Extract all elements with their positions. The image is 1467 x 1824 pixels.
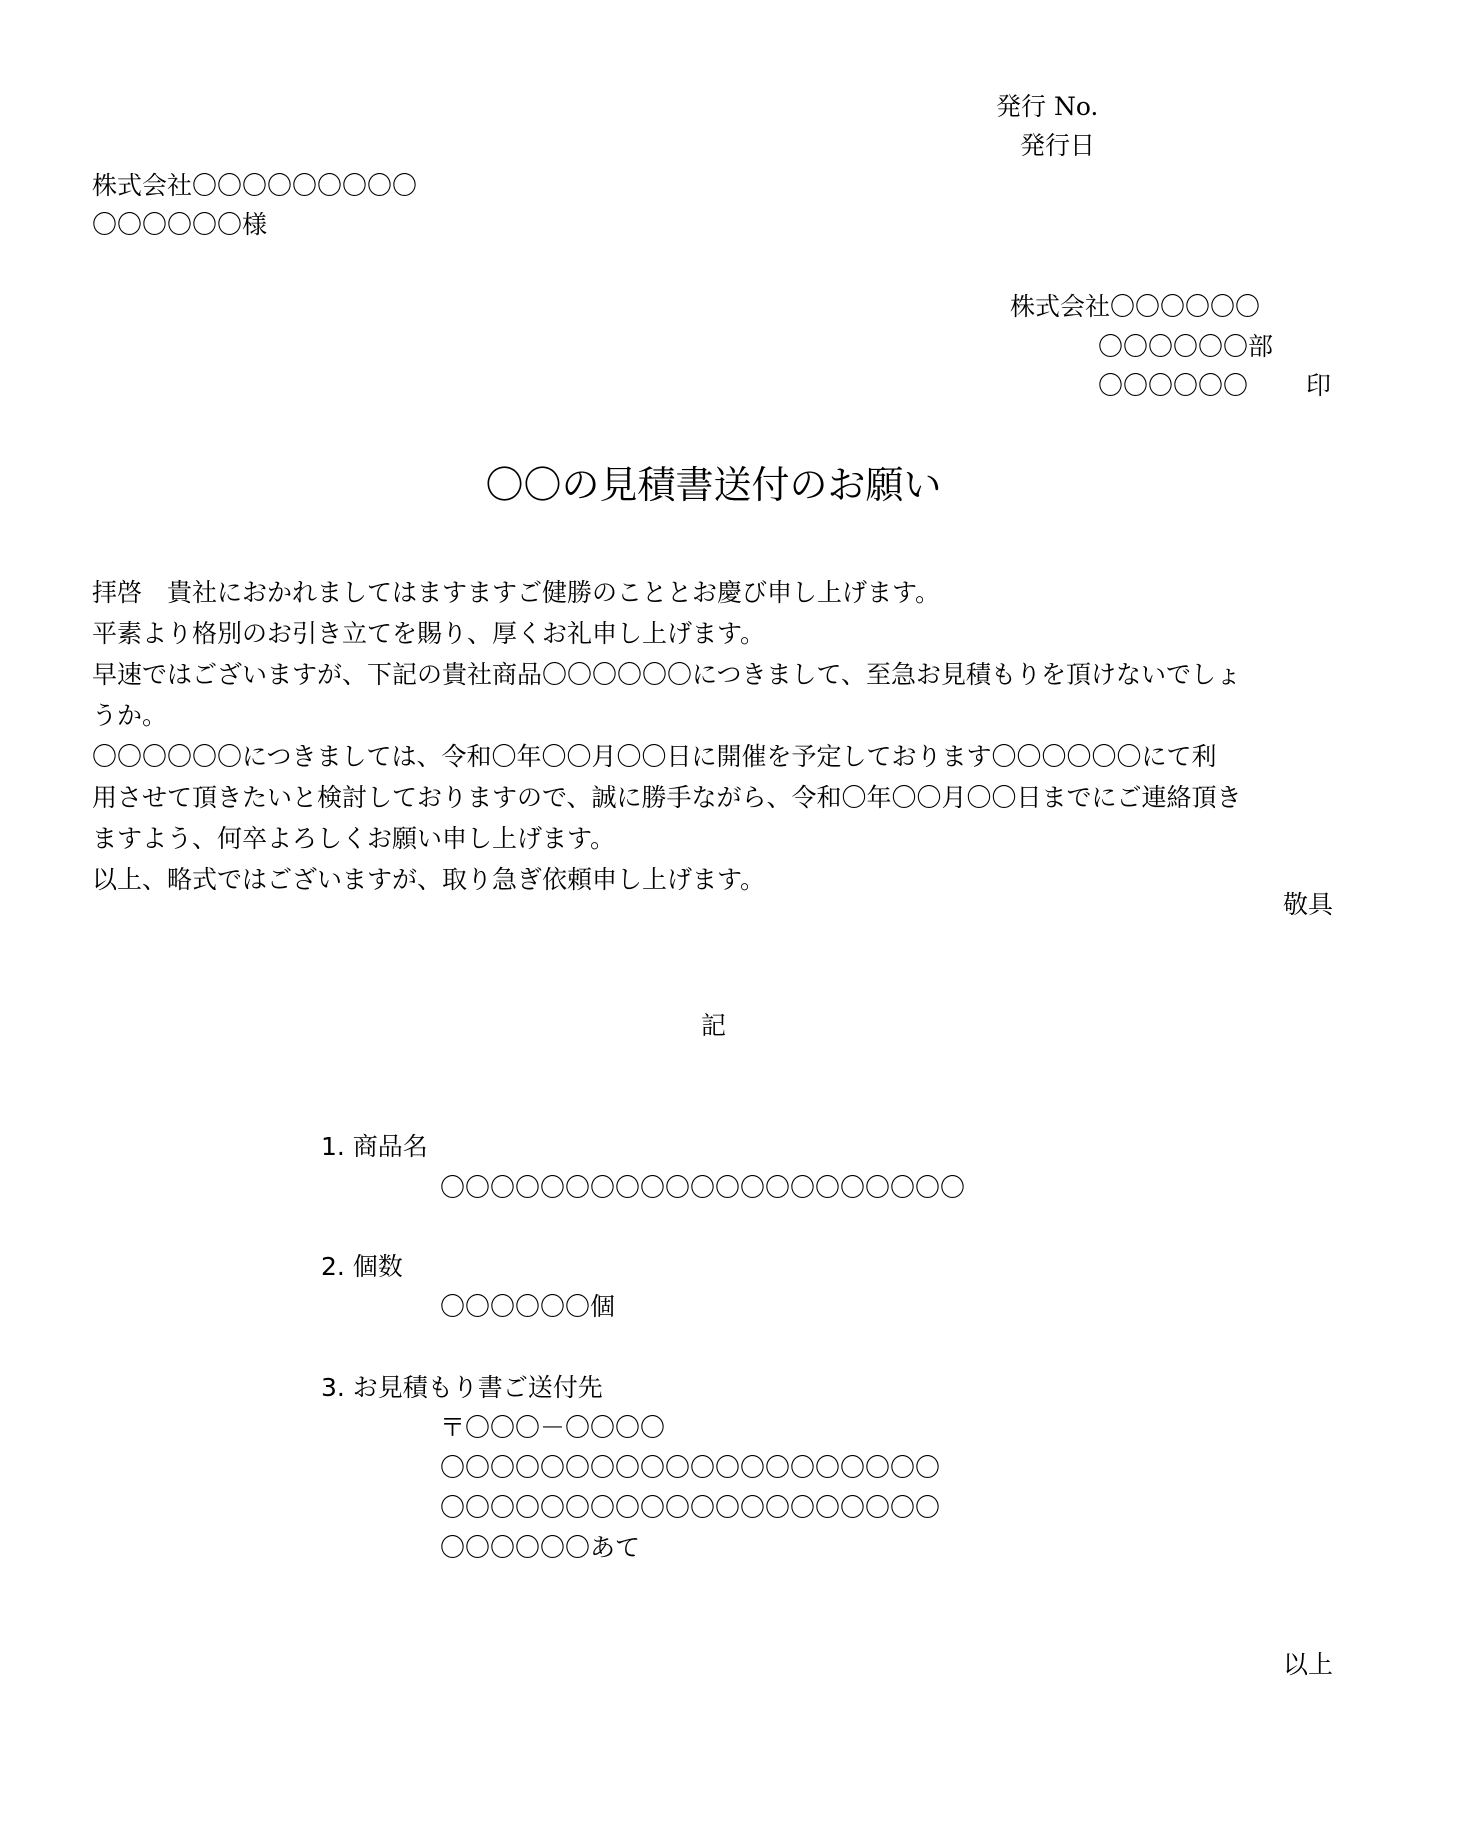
item-product-name-label: 1. 商品名 [321, 1132, 428, 1161]
recipient-person: 〇〇〇〇〇〇様 [92, 210, 268, 239]
destination-postal-code: 〒〇〇〇－〇〇〇〇 [440, 1413, 666, 1442]
body-line: 早速ではございますが、下記の貴社商品〇〇〇〇〇〇につきまして、至急お見積もりを頂けないでしょ [92, 660, 1242, 689]
body-line: うか。 [92, 701, 168, 730]
item-destination-label: 3. お見積もり書ご送付先 [321, 1373, 603, 1402]
ki-heading: 記 [700, 1011, 726, 1040]
body-line: 平素より格別のお引き立てを賜り、厚くお礼申し上げます。 [92, 619, 766, 648]
closing-word: 敬具 [1282, 890, 1333, 919]
destination-attention: 〇〇〇〇〇〇あて [440, 1533, 641, 1562]
sender-company: 株式会社〇〇〇〇〇〇 [1010, 292, 1261, 321]
body-line: 拝啓 貴社におかれましてはますますご健勝のこととお慶び申し上げます。 [92, 578, 941, 607]
sender-name: 〇〇〇〇〇〇 [1098, 371, 1249, 400]
item-quantity-label: 2. 個数 [321, 1252, 403, 1281]
body-line: 用させて頂きたいと検討しておりますので、誠に勝手ながら、令和〇年〇〇月〇〇日までにご連絡頂き [92, 783, 1242, 812]
recipient-company: 株式会社〇〇〇〇〇〇〇〇〇 [92, 171, 418, 200]
item-product-name-value: 〇〇〇〇〇〇〇〇〇〇〇〇〇〇〇〇〇〇〇〇〇 [440, 1173, 966, 1202]
document-title: 〇〇の見積書送付のお願い [485, 463, 942, 507]
item-quantity-value: 〇〇〇〇〇〇個 [440, 1292, 616, 1321]
body-line: 〇〇〇〇〇〇につきましては、令和〇年〇〇月〇〇日に開催を予定しております〇〇〇〇〇〇にて利 [92, 742, 1217, 771]
destination-address-line: 〇〇〇〇〇〇〇〇〇〇〇〇〇〇〇〇〇〇〇〇 [440, 1453, 941, 1482]
end-mark: 以上 [1282, 1650, 1333, 1679]
seal-mark: 印 [1306, 371, 1332, 400]
sender-department: 〇〇〇〇〇〇部 [1098, 332, 1274, 361]
body-line: 以上、略式ではございますが、取り急ぎ依頼申し上げます。 [92, 865, 766, 894]
body-line: ますよう、何卒よろしくお願い申し上げます。 [92, 824, 616, 853]
issue-date-label: 発行日 [1020, 131, 1096, 160]
letter-body [92, 572, 1337, 900]
destination-address-line: 〇〇〇〇〇〇〇〇〇〇〇〇〇〇〇〇〇〇〇〇 [440, 1493, 941, 1522]
issue-number-label: 発行 No. [996, 92, 1099, 121]
